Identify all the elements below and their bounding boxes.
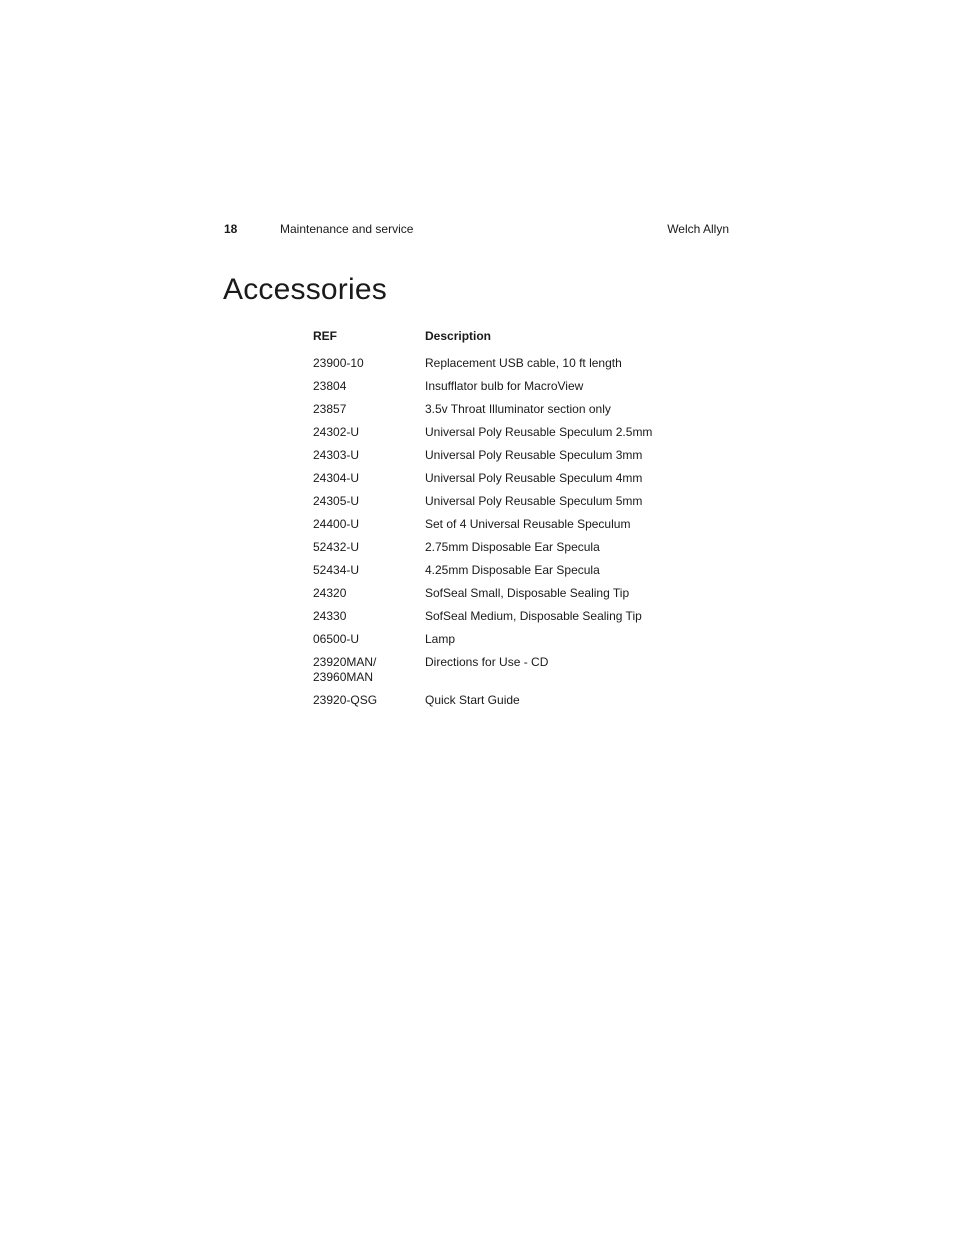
- ref-cell: 23804: [313, 379, 347, 393]
- table-row: [313, 353, 673, 376]
- description-cell: Insufflator bulb for MacroView: [425, 379, 584, 393]
- accessories-table: [313, 326, 673, 713]
- ref-cell: 24330: [313, 609, 347, 623]
- page-header: [224, 221, 729, 239]
- description-cell: Quick Start Guide: [425, 693, 520, 707]
- table-row: [313, 652, 673, 690]
- ref-cell: 23900-10: [313, 356, 364, 370]
- description-cell: Universal Poly Reusable Speculum 4mm: [425, 471, 643, 485]
- column-header-ref: REF: [313, 329, 337, 343]
- table-row: [313, 606, 673, 629]
- description-cell: Universal Poly Reusable Speculum 3mm: [425, 448, 643, 462]
- table-row: [313, 514, 673, 537]
- description-cell: 2.75mm Disposable Ear Specula: [425, 540, 600, 554]
- description-cell: SofSeal Small, Disposable Sealing Tip: [425, 586, 630, 600]
- table-row: [313, 583, 673, 606]
- table-row: [313, 537, 673, 560]
- ref-cell: 52434-U: [313, 563, 360, 577]
- table-row: [313, 445, 673, 468]
- description-cell: Lamp: [425, 632, 456, 646]
- description-cell: Universal Poly Reusable Speculum 5mm: [425, 494, 643, 508]
- ref-cell: 24320: [313, 586, 347, 600]
- ref-cell: 24303-U: [313, 448, 360, 462]
- page-number: 18: [224, 222, 238, 236]
- ref-cell: 24400-U: [313, 517, 360, 531]
- description-cell: SofSeal Medium, Disposable Sealing Tip: [425, 609, 642, 623]
- description-cell: Set of 4 Universal Reusable Speculum: [425, 517, 631, 531]
- ref-cell: 24302-U: [313, 425, 360, 439]
- section-name: Maintenance and service: [280, 222, 414, 236]
- description-cell: Directions for Use - CD: [425, 655, 549, 669]
- description-cell: Universal Poly Reusable Speculum 2.5mm: [425, 425, 653, 439]
- table-row: [313, 399, 673, 422]
- table-row: [313, 376, 673, 399]
- ref-cell: 23857: [313, 402, 347, 416]
- description-cell: 4.25mm Disposable Ear Specula: [425, 563, 600, 577]
- ref-cell: 23920MAN/ 23960MAN: [313, 655, 377, 684]
- table-row: [313, 560, 673, 583]
- brand-name: Welch Allyn: [667, 222, 729, 236]
- page-title: Accessories: [223, 273, 387, 306]
- description-cell: 3.5v Throat Illuminator section only: [425, 402, 611, 416]
- ref-cell: 52432-U: [313, 540, 360, 554]
- table-row: [313, 690, 673, 713]
- table-row: [313, 491, 673, 514]
- ref-cell: 06500-U: [313, 632, 360, 646]
- description-cell: Replacement USB cable, 10 ft length: [425, 356, 622, 370]
- table-row: [313, 422, 673, 445]
- column-header-description: Description: [425, 329, 492, 343]
- ref-cell: 24304-U: [313, 471, 360, 485]
- ref-cell: 23920-QSG: [313, 693, 378, 707]
- table-header-row: [313, 326, 673, 353]
- ref-cell: 24305-U: [313, 494, 360, 508]
- table-row: [313, 629, 673, 652]
- table-row: [313, 468, 673, 491]
